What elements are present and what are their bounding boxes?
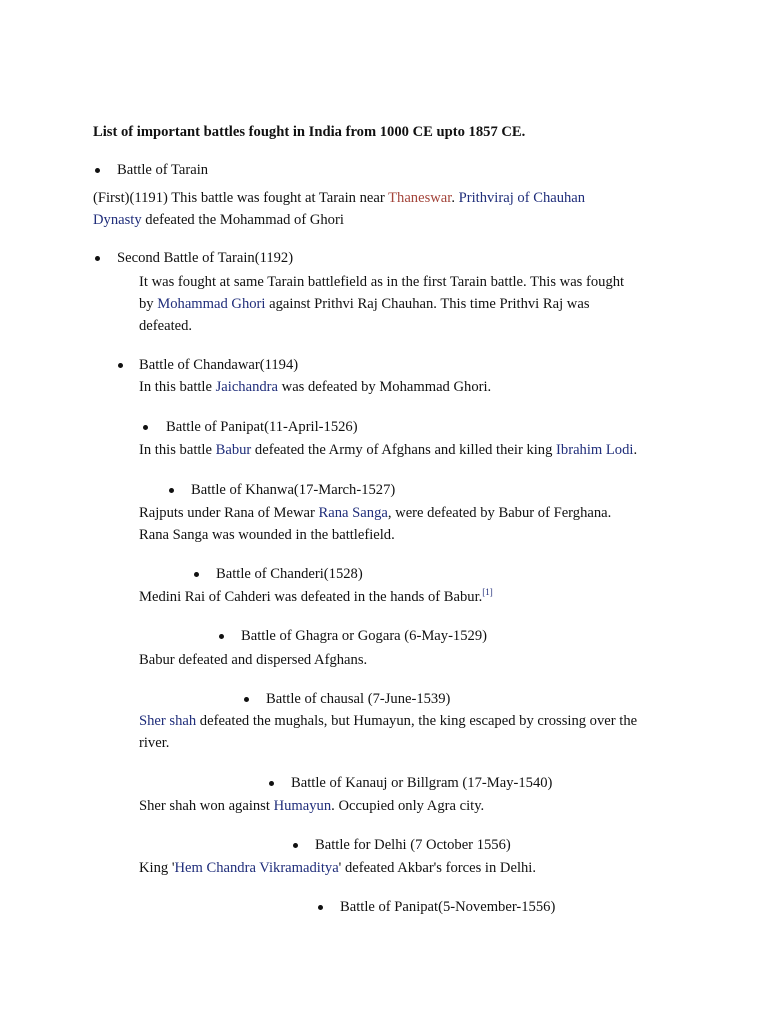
- battle-heading: Second Battle of Tarain(1192): [117, 250, 294, 266]
- bullet-icon: [169, 488, 174, 493]
- link-mohammad-ghori[interactable]: Mohammad Ghori: [157, 296, 266, 312]
- desc-text: (First)(1191) This battle was fought at Tarain near: [93, 190, 389, 206]
- link-prithviraj[interactable]: Prithviraj of Chauhan: [458, 190, 586, 206]
- desc-text: In this battle: [139, 379, 216, 395]
- desc-text: In this battle: [139, 442, 216, 458]
- bullet-icon: [318, 905, 323, 910]
- battle-desc-line: Rana Sanga was wounded in the battlefield.: [139, 527, 395, 543]
- battle-desc-line: [139, 858, 536, 878]
- battle-desc-line: [139, 294, 590, 314]
- desc-text: Rajputs under Rana of Mewar: [139, 505, 319, 521]
- bullet-icon: [95, 168, 100, 173]
- desc-text: ' defeated Akbar's forces in Delhi.: [338, 860, 537, 876]
- battle-desc-line: It was fought at same Tarain battlefield as in the first Tarain battle. This was fought: [139, 274, 625, 290]
- battle-desc-line: river.: [139, 735, 170, 751]
- battle-heading: Battle for Delhi (7 October 1556): [315, 837, 511, 853]
- desc-text: .: [633, 442, 638, 458]
- link-thaneswar[interactable]: Thaneswar: [388, 190, 452, 206]
- page-title: List of important battles fought in India from 1000 CE upto 1857 CE.: [93, 124, 526, 140]
- battle-desc-line: defeated.: [139, 318, 193, 334]
- link-sher-shah[interactable]: Sher shah: [139, 713, 197, 729]
- bullet-icon: [293, 843, 298, 848]
- battle-desc-line: [93, 188, 585, 208]
- bullet-icon: [219, 634, 224, 639]
- battle-desc-line: Babur defeated and dispersed Afghans.: [139, 652, 368, 668]
- battle-desc-line: [139, 711, 637, 731]
- link-hem-chandra[interactable]: Hem Chandra Vikramaditya: [174, 860, 339, 876]
- battle-heading: Battle of Chandawar(1194): [139, 357, 299, 373]
- desc-text: .: [451, 190, 459, 206]
- battle-heading: Battle of Panipat(11-April-1526): [166, 419, 358, 435]
- battle-heading: Battle of Khanwa(17-March-1527): [191, 482, 396, 498]
- bullet-icon: [269, 781, 274, 786]
- battle-heading: Battle of Ghagra or Gogara (6-May-1529): [241, 628, 487, 644]
- desc-text: defeated the Mohammad of Ghori: [141, 212, 344, 228]
- battle-heading: Battle of Chanderi(1528): [216, 566, 363, 582]
- battle-desc-line: [139, 440, 637, 460]
- bullet-icon: [95, 256, 100, 261]
- link-rana-sanga[interactable]: Rana Sanga: [318, 505, 388, 521]
- bullet-icon: [194, 572, 199, 577]
- battle-heading: Battle of Kanauj or Billgram (17-May-1540): [291, 775, 553, 791]
- desc-text: King ': [139, 860, 175, 876]
- desc-text: Sher shah won against: [139, 798, 274, 814]
- battle-desc-line: [139, 587, 493, 607]
- desc-text: , were defeated by Babur of Ferghana.: [387, 505, 612, 521]
- desc-text: by: [139, 296, 158, 312]
- battle-desc-line: [139, 503, 611, 523]
- reference-link[interactable]: [1]: [482, 587, 493, 597]
- desc-text: . Occupied only Agra city.: [331, 798, 485, 814]
- battle-heading: Battle of Tarain: [117, 162, 209, 178]
- battle-desc-line: [93, 210, 344, 230]
- battle-heading: Battle of chausal (7-June-1539): [266, 691, 451, 707]
- desc-text: was defeated by Mohammad Ghori.: [278, 379, 492, 395]
- link-humayun[interactable]: Humayun: [273, 798, 332, 814]
- desc-text: against Prithvi Raj Chauhan. This time Prithvi Raj was: [265, 296, 590, 312]
- battle-desc-line: [139, 796, 484, 816]
- battle-heading: Battle of Panipat(5-November-1556): [340, 899, 556, 915]
- bullet-icon: [244, 697, 249, 702]
- desc-text: defeated the Army of Afghans and killed their king: [251, 442, 557, 458]
- bullet-icon: [118, 363, 123, 368]
- link-prithviraj-dynasty[interactable]: Dynasty: [93, 212, 142, 228]
- desc-text: Medini Rai of Cahderi was defeated in the hands of Babur.: [139, 589, 483, 605]
- battle-desc-line: [139, 377, 491, 397]
- link-jaichandra[interactable]: Jaichandra: [215, 379, 279, 395]
- desc-text: defeated the mughals, but Humayun, the king escaped by crossing over the: [196, 713, 638, 729]
- link-ibrahim-lodi[interactable]: Ibrahim Lodi: [556, 442, 634, 458]
- bullet-icon: [143, 425, 148, 430]
- link-babur[interactable]: Babur: [215, 442, 252, 458]
